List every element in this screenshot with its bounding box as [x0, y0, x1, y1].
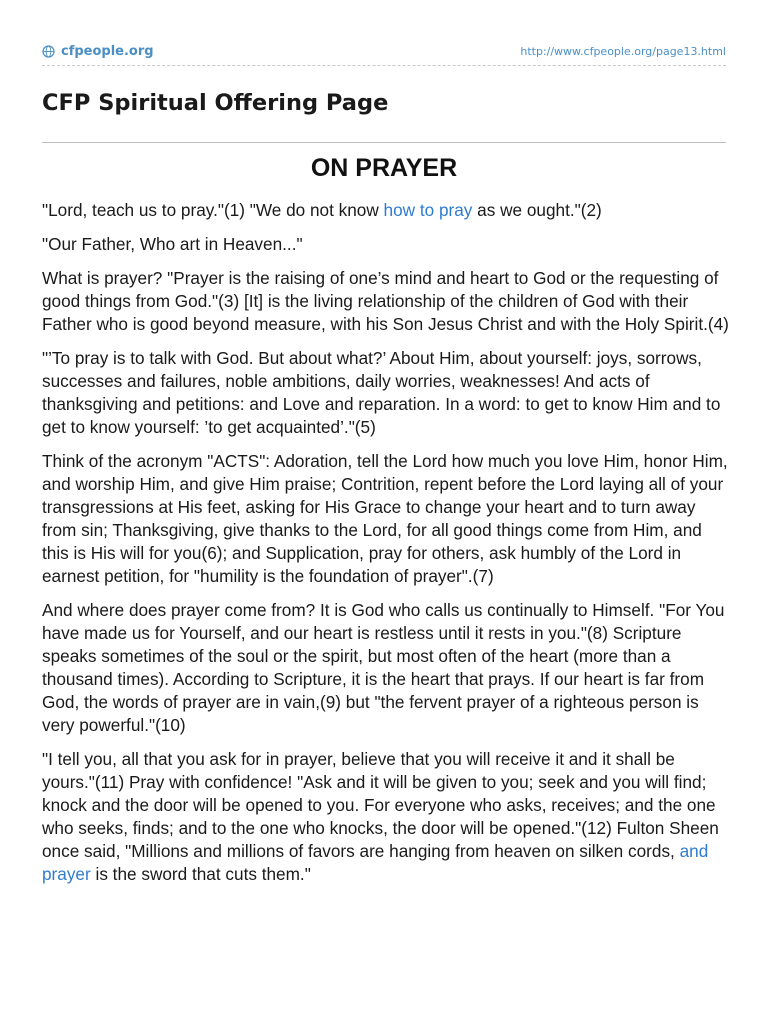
globe-icon [42, 45, 55, 58]
article-body [42, 199, 730, 897]
paragraph-2: "Our Father, Who art in Heaven..." [42, 234, 303, 254]
and-prayer-link[interactable]: and prayer [42, 841, 709, 884]
page-url-link[interactable]: http://www.cfpeople.org/page13.html [520, 44, 726, 58]
header-divider [42, 65, 726, 66]
site-link[interactable] [42, 44, 154, 59]
paragraph-5: Think of the acronym "ACTS": Adoration, tell the Lord how much you love Him, honor Him, and worship Him, and give Him praise; Contrition, repent before the Lord laying all of your transgressions at His feet, asking for His Grace to change your heart and to turn away from sin; Thanksgiving, give thanks to the Lord, for all good things come from Him, and this is His will for you(6); and Supplication, pray for others, ask humbly of the Lord in earnest petition, for "humility is the foundation of prayer".(7) [42, 451, 728, 586]
paragraph-7-text-before: "I tell you, all that you ask for in prayer, believe that you will receive it and it shall be yours."(11) Pray with confidence! "Ask and it will be given to you; seek and you will find; knock and the door will be opened to you. For everyone who asks, receives; and the one who seeks, finds; and to the one who knocks, the door will be opened."(12) Fulton Sheen once said, "Millions and millions of favors are hanging from heaven on silken cords, [42, 749, 719, 861]
top-bar [42, 40, 726, 62]
paragraph-7 [42, 748, 730, 886]
paragraph-3: What is prayer? "Prayer is the raising of one’s mind and heart to God or the requesting of good things from God."(3) [It] is the living relationship of the children of God with their Father who is good beyond measure, with his Son Jesus Christ and with the Holy Spirit.(4) [42, 268, 729, 334]
page-title: CFP Spiritual Offering Page [42, 90, 389, 116]
article-heading: ON PRAYER [310, 154, 458, 182]
paragraph-1 [42, 199, 730, 222]
paragraph-7-text-after: is the sword that cuts them." [90, 864, 311, 884]
paragraph-6: And where does prayer come from? It is God who calls us continually to Himself. "For You have made us for Yourself, and our heart is restless until it rests in you."(8) Scripture speaks sometimes of the soul or the spirit, but most often of the heart (more than a thousand times). According to Scripture, it is the heart that prays. If our heart is far from God, the words of prayer are in vain,(9) but "the fervent prayer of a righteous person is very powerful."(10) [42, 600, 725, 735]
paragraph-1-text-before: "Lord, teach us to pray."(1) "We do not know [42, 200, 384, 220]
paragraph-1-text-after: as we ought."(2) [472, 200, 602, 220]
site-name: cfpeople.org [61, 43, 154, 59]
paragraph-4: "’To pray is to talk with God. But about what?’ About Him, about yourself: joys, sorrows, successes and failures, noble ambitions, daily worries, weaknesses! And acts of thanksgiving and petitions: and Love and reparation. In a word: to get to know Him and to get to know yourself: ’to get acquainted’."(5) [42, 348, 721, 437]
how-to-pray-link[interactable]: how to pray [383, 200, 473, 220]
title-divider [42, 142, 726, 143]
